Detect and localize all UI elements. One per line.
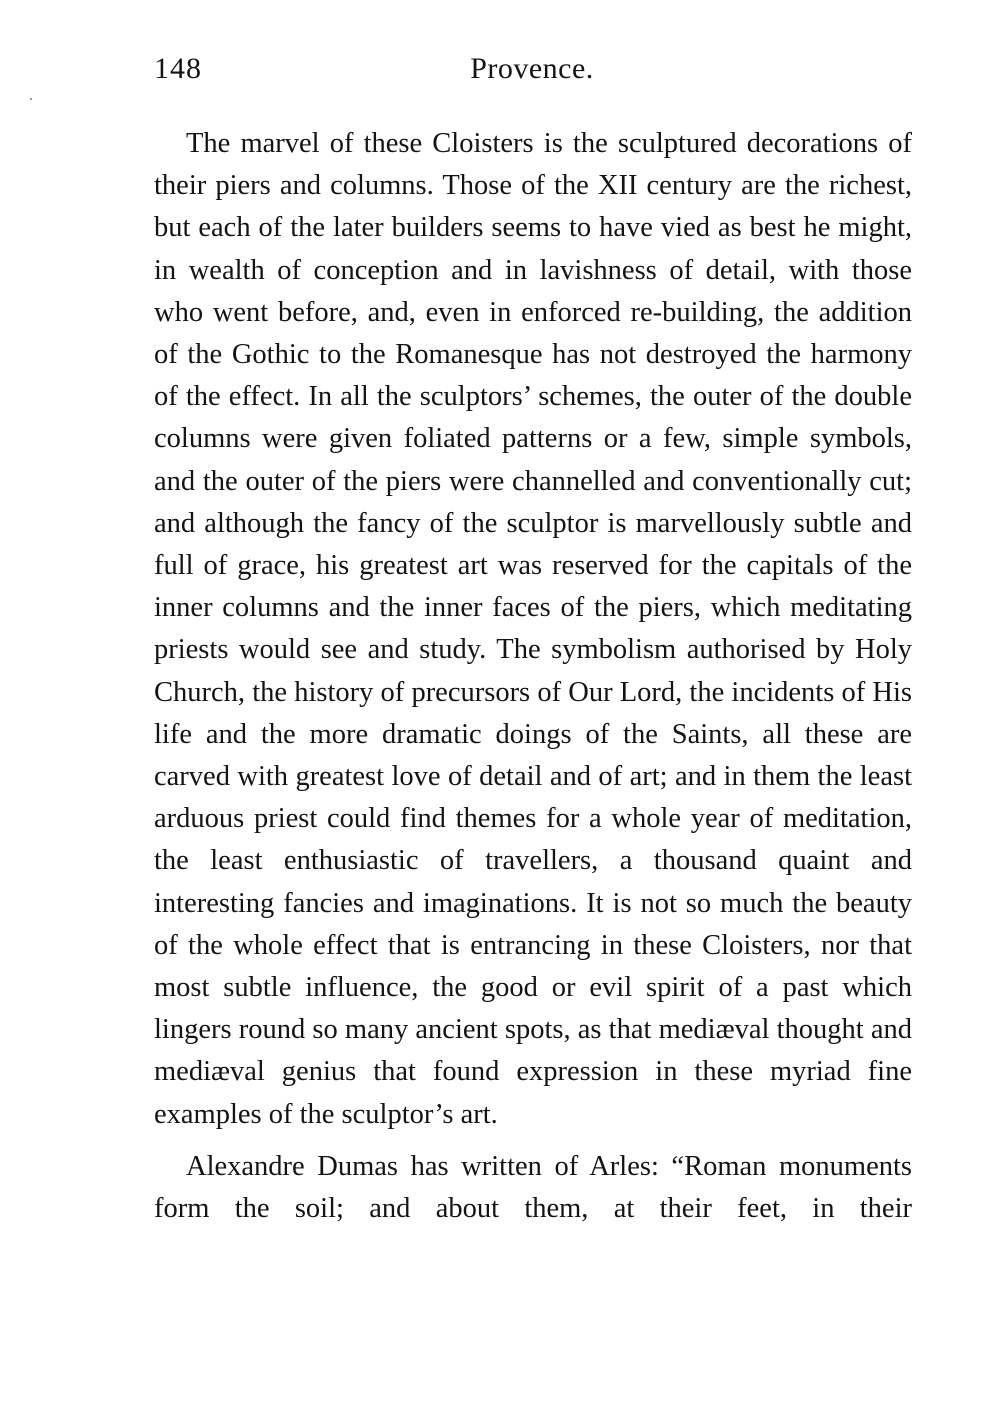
paragraph-dumas: Alexandre Dumas has written of Arles: “Roman monuments form the soil; and about them, at their feet, in their	[154, 1150, 912, 1225]
paragraph-cloisters: The marvel of these Cloisters is the sculptured decorations of their piers and columns. Those of the XII century are the richest, but each of the later builders seems to have vied as best he might, in wealth of conception and in lavishness of detail, with those who went before, and, even in enforced re-building, the addition of the Gothic to the Romanesque has not destroyed the harmony of the effect. In all the sculptors’ schemes, the outer of the double columns were given foliated patterns or a few, simple symbols, and the outer of the piers were channelled and conventionally cut; and although the fancy of the sculptor is marvellously subtle and full of grace, his greatest art was reserved for the capitals of the inner columns and the inner faces of the piers, which meditating priests would see and study. The symbolism authorised by Holy Church, the history of precursors of Our Lord, the incidents of His life and the more dramatic doings of the Saints, all these are carved with greatest love of detail and of art; and in them the least arduous priest could find themes for a whole year of meditation, the least enthusiastic of travellers, a thousand quaint and interesting fancies and imaginations. It is not so much the beauty of the whole effect that is entrancing in these Cloisters, nor that most subtle influence, the good or evil spirit of a past which lingers round so many ancient spots, as that mediæval thought and mediæval genius that found expression in these myriad fine examples of the sculptor’s art.	[154, 128, 912, 1130]
stray-ink-mark	[30, 98, 32, 100]
page-number: 148	[154, 52, 202, 85]
body-text	[154, 123, 912, 1230]
running-head	[152, 52, 912, 92]
running-title: Provence.	[470, 52, 594, 85]
